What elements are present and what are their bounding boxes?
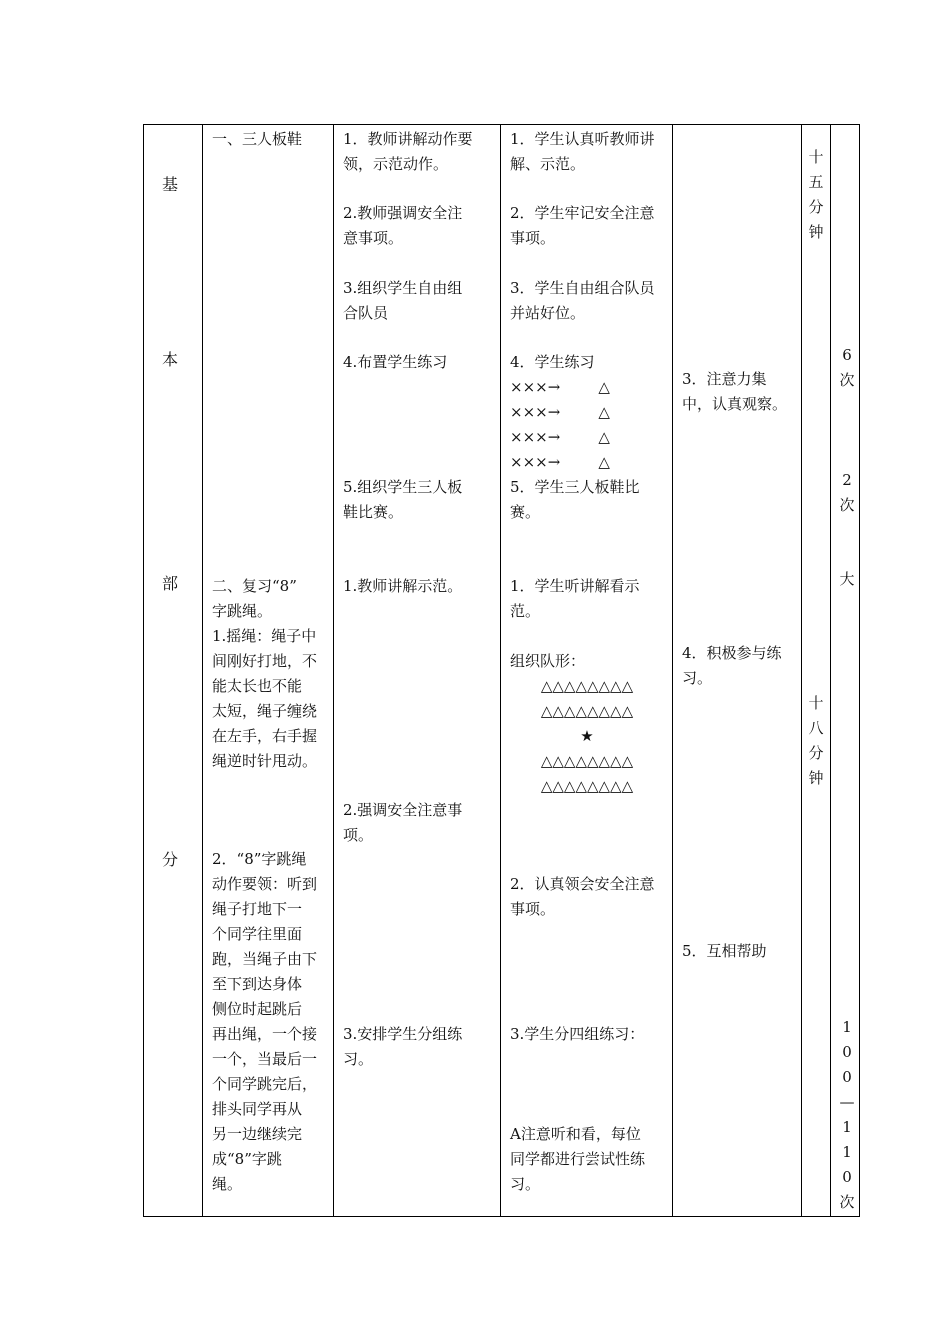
student-step-b2	[510, 872, 655, 922]
student-step-3	[510, 276, 655, 326]
column-divider	[500, 125, 501, 1216]
text-line: 事项。	[510, 229, 556, 247]
text-line: 3.学生分四组练习：	[510, 1025, 645, 1043]
student-step-b1	[510, 574, 640, 624]
text-line: 5．学生三人板鞋比	[510, 478, 640, 496]
teacher-step-3	[343, 276, 462, 326]
student-step-b3	[510, 1022, 644, 1047]
text-line: 合队员	[343, 304, 389, 322]
text-line: 赛。	[510, 503, 541, 521]
team-formation-diagram	[510, 674, 664, 799]
student-step-5	[510, 475, 640, 525]
text-line: 跑，当绳子由下	[212, 950, 318, 968]
text-line: 意事项。	[343, 229, 404, 247]
text-line: 绳。	[212, 1175, 243, 1193]
text-line: 鞋比赛。	[343, 503, 404, 521]
section-label-char: 本	[162, 350, 179, 369]
text-line: 1．教师讲解动作要	[343, 130, 473, 148]
text-line: △△△△△△△△	[540, 677, 634, 695]
text-line: ×××→ △	[510, 378, 610, 396]
text-line: 4．积极参与练	[682, 644, 782, 662]
text-line: 再出绳，一个接	[212, 1025, 318, 1043]
formation-title: 组织队形：	[510, 652, 586, 670]
column-divider	[830, 125, 831, 1216]
text-line: 习。	[510, 1175, 541, 1193]
text-line: 1.教师讲解示范。	[343, 577, 463, 595]
text-line: 5．互相帮助	[682, 942, 767, 960]
text-line: 1．学生听讲解看示	[510, 577, 640, 595]
text-line: 4.布置学生练习	[343, 353, 448, 371]
text-line: 同学都进行尝试性练	[510, 1150, 646, 1168]
text-line: 在左手，右手握	[212, 727, 318, 745]
section-label-char: 部	[162, 574, 179, 593]
item3-text	[212, 847, 326, 1197]
text-line: 绳逆时针甩动。	[212, 752, 318, 770]
item1-title: 一、三人板鞋	[212, 130, 303, 148]
text-line: 习。	[682, 669, 713, 687]
text-line: 2．认真领会安全注意	[510, 875, 655, 893]
text-line: 项。	[343, 826, 374, 844]
text-line: 5.组织学生三人板	[343, 478, 463, 496]
text-line: A注意听和看，每位	[510, 1125, 641, 1143]
practice-formation	[510, 375, 610, 475]
text-line: 二、复习“8”	[212, 577, 297, 595]
column-divider	[333, 125, 334, 1216]
text-line: 领，示范动作。	[343, 155, 449, 173]
text-line: 2．“8”字跳绳	[212, 850, 307, 868]
text-line: 至下到达身体	[212, 975, 303, 993]
teacher-step-b3	[343, 1022, 462, 1072]
column-divider	[202, 125, 203, 1216]
lesson-plan-table	[143, 124, 860, 1217]
time-label-1: 十 五 分 钟	[808, 148, 824, 241]
text-line: 1.摇绳：绳子中	[212, 627, 317, 645]
text-line: 太短，绳子缠绕	[212, 702, 318, 720]
teacher-step-2	[343, 201, 462, 251]
time-label-2: 十 八 分 钟	[808, 694, 824, 787]
count-label-4: 1 0 0 — 1 1 0 次	[839, 1018, 855, 1211]
text-line: △△△△△△△△	[540, 752, 634, 770]
requirement-4	[682, 641, 794, 691]
count-label-2: 2 次	[839, 471, 855, 514]
text-line: 侧位时起跳后	[212, 1000, 303, 1018]
section-label-char: 基	[162, 175, 179, 194]
teacher-step-b2	[343, 798, 462, 848]
text-line: 个同学往里面	[212, 925, 303, 943]
item2-text	[212, 574, 326, 774]
text-line: 绳子打地下一	[212, 900, 303, 918]
text-line: 2.强调安全注意事	[343, 801, 463, 819]
text-line: 一个，当最后一	[212, 1050, 318, 1068]
text-line: 能太长也不能	[212, 677, 303, 695]
text-line: 范。	[510, 602, 541, 620]
text-line: 字跳绳。	[212, 602, 273, 620]
text-line: 3．学生自由组合队员	[510, 279, 655, 297]
text-line: 3．注意力集	[682, 370, 767, 388]
text-line: 动作要领：听到	[212, 875, 318, 893]
teacher-step-b1	[343, 574, 462, 599]
text-line: ★	[580, 727, 594, 745]
text-line: 2.教师强调安全注	[343, 204, 463, 222]
requirement-5	[682, 939, 767, 964]
count-label-3: 大	[839, 570, 855, 588]
text-line: ×××→ △	[510, 428, 610, 446]
student-step-b4	[510, 1122, 645, 1197]
column-divider	[801, 125, 802, 1216]
section-label-char: 分	[162, 850, 179, 869]
text-line: ×××→ △	[510, 403, 610, 421]
student-step-2	[510, 201, 655, 251]
text-line: △△△△△△△△	[540, 702, 634, 720]
text-line: 另一边继续完	[212, 1125, 303, 1143]
text-line: △△△△△△△△	[540, 777, 634, 795]
text-line: 并站好位。	[510, 304, 586, 322]
count-label-1: 6 次	[839, 346, 855, 389]
text-line: 3.组织学生自由组	[343, 279, 463, 297]
text-line: 成“8”字跳	[212, 1150, 282, 1168]
requirement-3	[682, 367, 794, 417]
student-step-1	[510, 127, 655, 177]
text-line: 个同学跳完后，	[212, 1075, 318, 1093]
text-line: 2．学生牢记安全注意	[510, 204, 655, 222]
text-line: 3.安排学生分组练	[343, 1025, 463, 1043]
text-line: 习。	[343, 1050, 374, 1068]
text-line: 中，认真观察。	[682, 395, 788, 413]
column-divider	[672, 125, 673, 1216]
teacher-step-1	[343, 127, 473, 177]
student-step-4-title: 4．学生练习	[510, 353, 595, 371]
text-line: ×××→ △	[510, 453, 610, 471]
text-line: 间刚好打地，不	[212, 652, 318, 670]
teacher-step-4	[343, 350, 447, 375]
teacher-step-5	[343, 475, 462, 525]
text-line: 事项。	[510, 900, 556, 918]
text-line: 1．学生认真听教师讲	[510, 130, 655, 148]
text-line: 排头同学再从	[212, 1100, 303, 1118]
text-line: 解、示范。	[510, 155, 586, 173]
